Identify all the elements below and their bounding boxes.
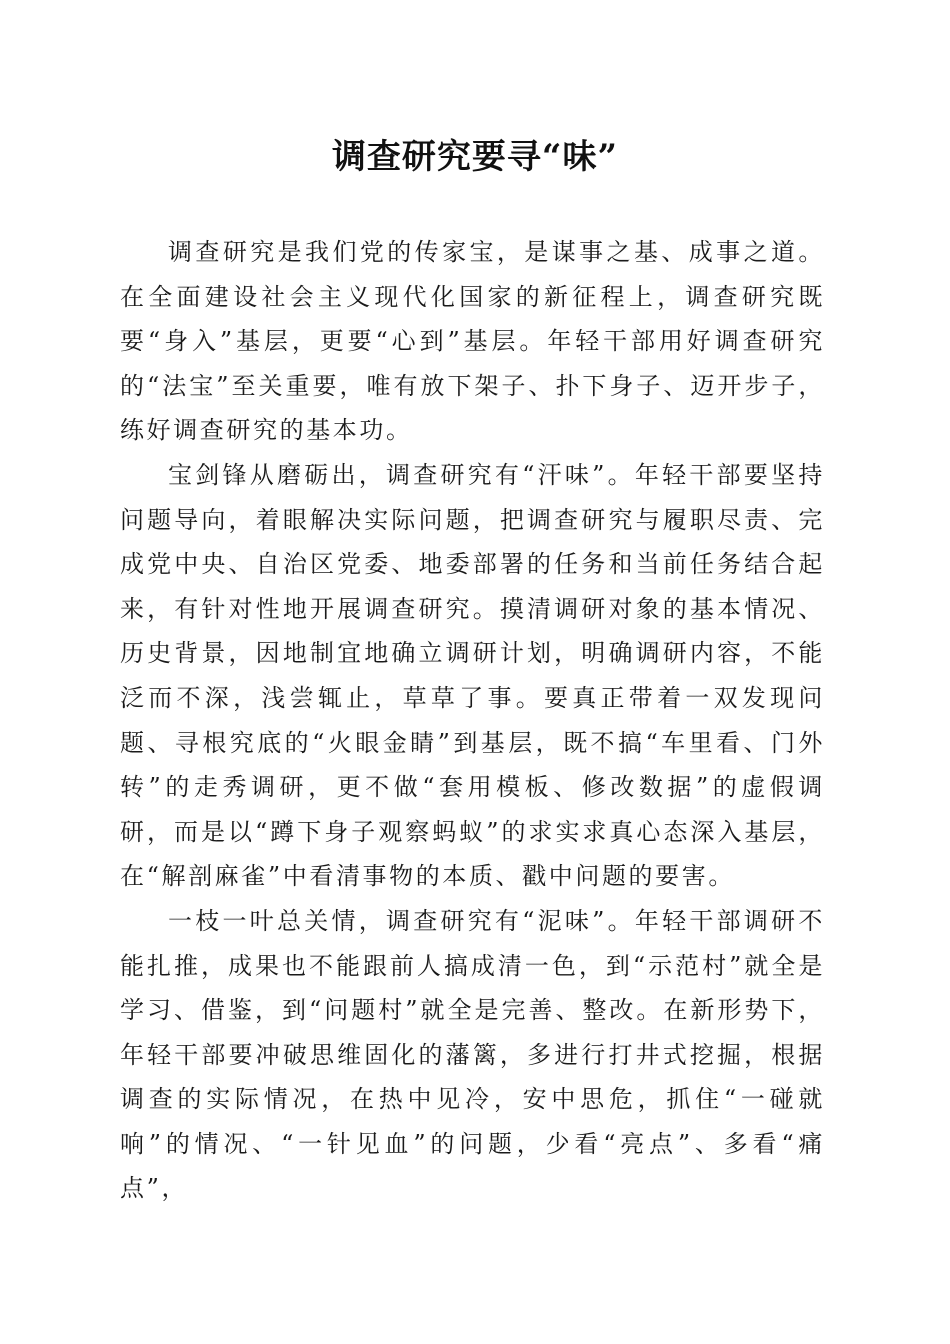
document-title: 调查研究要寻“味” [331,137,619,177]
paragraph-mud-flavor: 一枝一叶总关情，调查研究有“泥味”。年轻干部调研不能扎推，成果也不能跟前人搞成清一色，到“示范村”就全是学习、借鉴，到“问题村”就全是完善、整改。在新形势下，年轻干部要冲破思维固化的藩篱，多进行打井式挖掘，根据调查的实际情况，在热中见冷，安中思危，抓住“一碰就响”的情况、“一针见血”的问题，少看“亮点”、多看“痛点”， [120,906,825,1203]
paragraph-intro: 调查研究是我们党的传家宝，是谋事之基、成事之道。在全面建设社会主义现代化国家的新征程上，调查研究既要“身入”基层，更要“心到”基层。年轻干部用好调查研究的“法宝”至关重要，唯有放下架子、扑下身子、迈开步子，练好调查研究的基本功。 [120,238,825,445]
paragraph-sweat-flavor: 宝剑锋从磨砺出，调查研究有“汗味”。年轻干部要坚持问题导向，着眼解决实际问题，把调查研究与履职尽责、完成党中央、自治区党委、地委部署的任务和当前任务结合起来，有针对性地开展调查研究。摸清调研对象的基本情况、历史背景，因地制宜地确立调研计划，明确调研内容，不能泛而不深，浅尝辄止，草草了事。要真正带着一双发现问题、寻根究底的“火眼金睛”到基层，既不搞“车里看、门外转”的走秀调研，更不做“套用模板、修改数据”的虚假调研，而是以“蹲下身子观察蚂蚁”的求实求真心态深入基层，在“解剖麻雀”中看清事物的本质、戳中问题的要害。 [120,460,825,891]
document-body [120,230,825,1211]
